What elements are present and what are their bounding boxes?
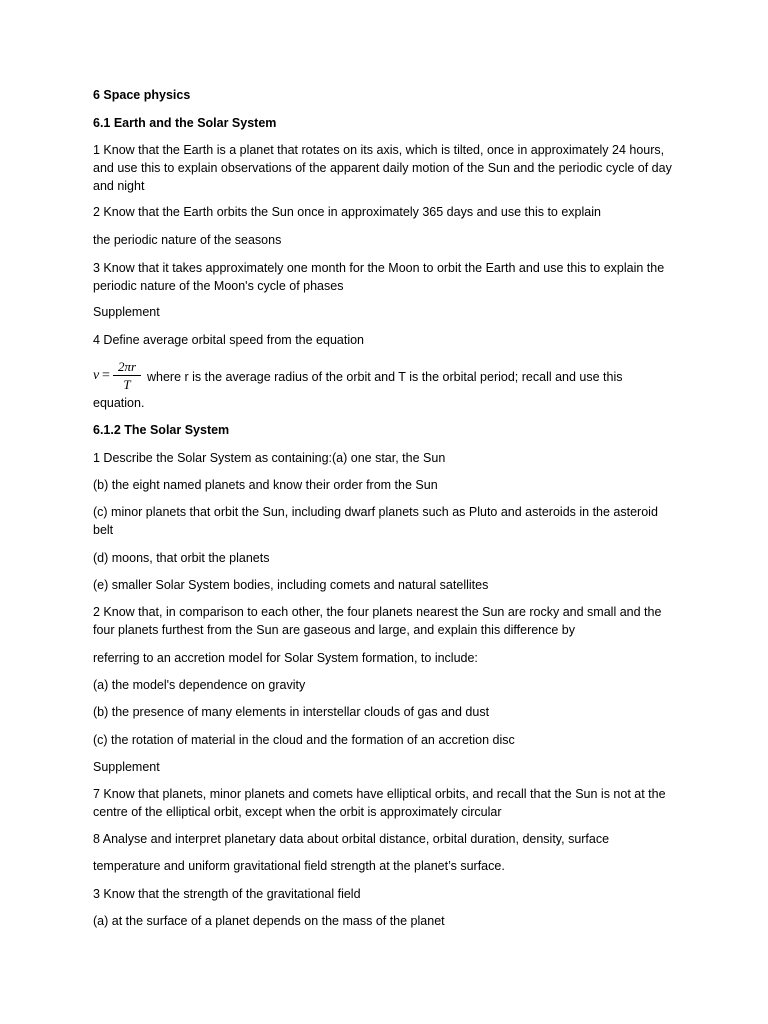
page-heading: 6 Space physics (93, 88, 191, 102)
supplement-label: Supplement (93, 305, 160, 319)
paragraph-smaller-bodies: (e) smaller Solar System bodies, including comets and natural satellites (93, 578, 489, 592)
supplement-label-2: Supplement (93, 760, 160, 774)
paragraph-orbital-speed: 4 Define average orbital speed from the equation (93, 333, 365, 347)
orbital-speed-formula (93, 359, 693, 393)
paragraph-moon-orbit: 3 Know that it takes approximately one month for the Moon to orbit the Earth and use this to explain the periodic nature of the Moon's cycle of phases (93, 261, 665, 293)
formula-numerator: 2πr (113, 359, 141, 376)
formula-variable: v (93, 368, 100, 383)
section-heading-solar-system: 6.1.2 The Solar System (93, 423, 230, 437)
paragraph-moons: (d) moons, that orbit the planets (93, 551, 270, 565)
paragraph-accretion-disc: (c) the rotation of material in the cloud and the formation of an accretion disc (93, 733, 515, 747)
paragraph-rocky-gaseous: 2 Know that, in comparison to each other, the four planets nearest the Sun are rocky and small and the four planets furthest from the Sun are gaseous and large, and explain this difference by (93, 605, 662, 637)
paragraph-equation-end: equation. (93, 396, 145, 410)
formula-description: where r is the average radius of the orbit and T is the orbital period; recall and use this (147, 370, 623, 384)
paragraph-interstellar-clouds: (b) the presence of many elements in interstellar clouds of gas and dust (93, 705, 490, 719)
paragraph-accretion-model: referring to an accretion model for Solar System formation, to include: (93, 651, 478, 665)
paragraph-minor-planets: (c) minor planets that orbit the Sun, including dwarf planets such as Pluto and asteroids in the asteroid belt (93, 505, 658, 537)
section-heading-earth-solar-system: 6.1 Earth and the Solar System (93, 116, 277, 130)
paragraph-solar-system-star: 1 Describe the Solar System as containing:(a) one star, the Sun (93, 451, 446, 465)
formula-equals: = (102, 368, 110, 383)
paragraph-field-strength: temperature and uniform gravitational field strength at the planet’s surface. (93, 859, 505, 873)
formula-denominator: T (123, 377, 131, 392)
paragraph-earth-orbit: 2 Know that the Earth orbits the Sun once in approximately 365 days and use this to explain (93, 205, 601, 219)
paragraph-elliptical-orbits: 7 Know that planets, minor planets and comets have elliptical orbits, and recall that the Sun is not at the centre of the elliptical orbit, except when the orbit is approximately circular (93, 787, 666, 819)
paragraph-earth-rotation: 1 Know that the Earth is a planet that rotates on its axis, which is tilted, once in approximately 24 hours, and use this to explain observations of the apparent daily motion of the Sun and the periodic cycle of day and night (93, 143, 672, 193)
paragraph-gravity-dependence: (a) the model's dependence on gravity (93, 678, 306, 692)
paragraph-gravitational-field: 3 Know that the strength of the gravitational field (93, 887, 361, 901)
paragraph-seasons: the periodic nature of the seasons (93, 233, 282, 247)
paragraph-planetary-data: 8 Analyse and interpret planetary data about orbital distance, orbital duration, density, surface (93, 832, 610, 846)
formula-fraction (113, 359, 141, 392)
paragraph-planet-mass: (a) at the surface of a planet depends on the mass of the planet (93, 914, 445, 928)
paragraph-named-planets: (b) the eight named planets and know their order from the Sun (93, 478, 438, 492)
